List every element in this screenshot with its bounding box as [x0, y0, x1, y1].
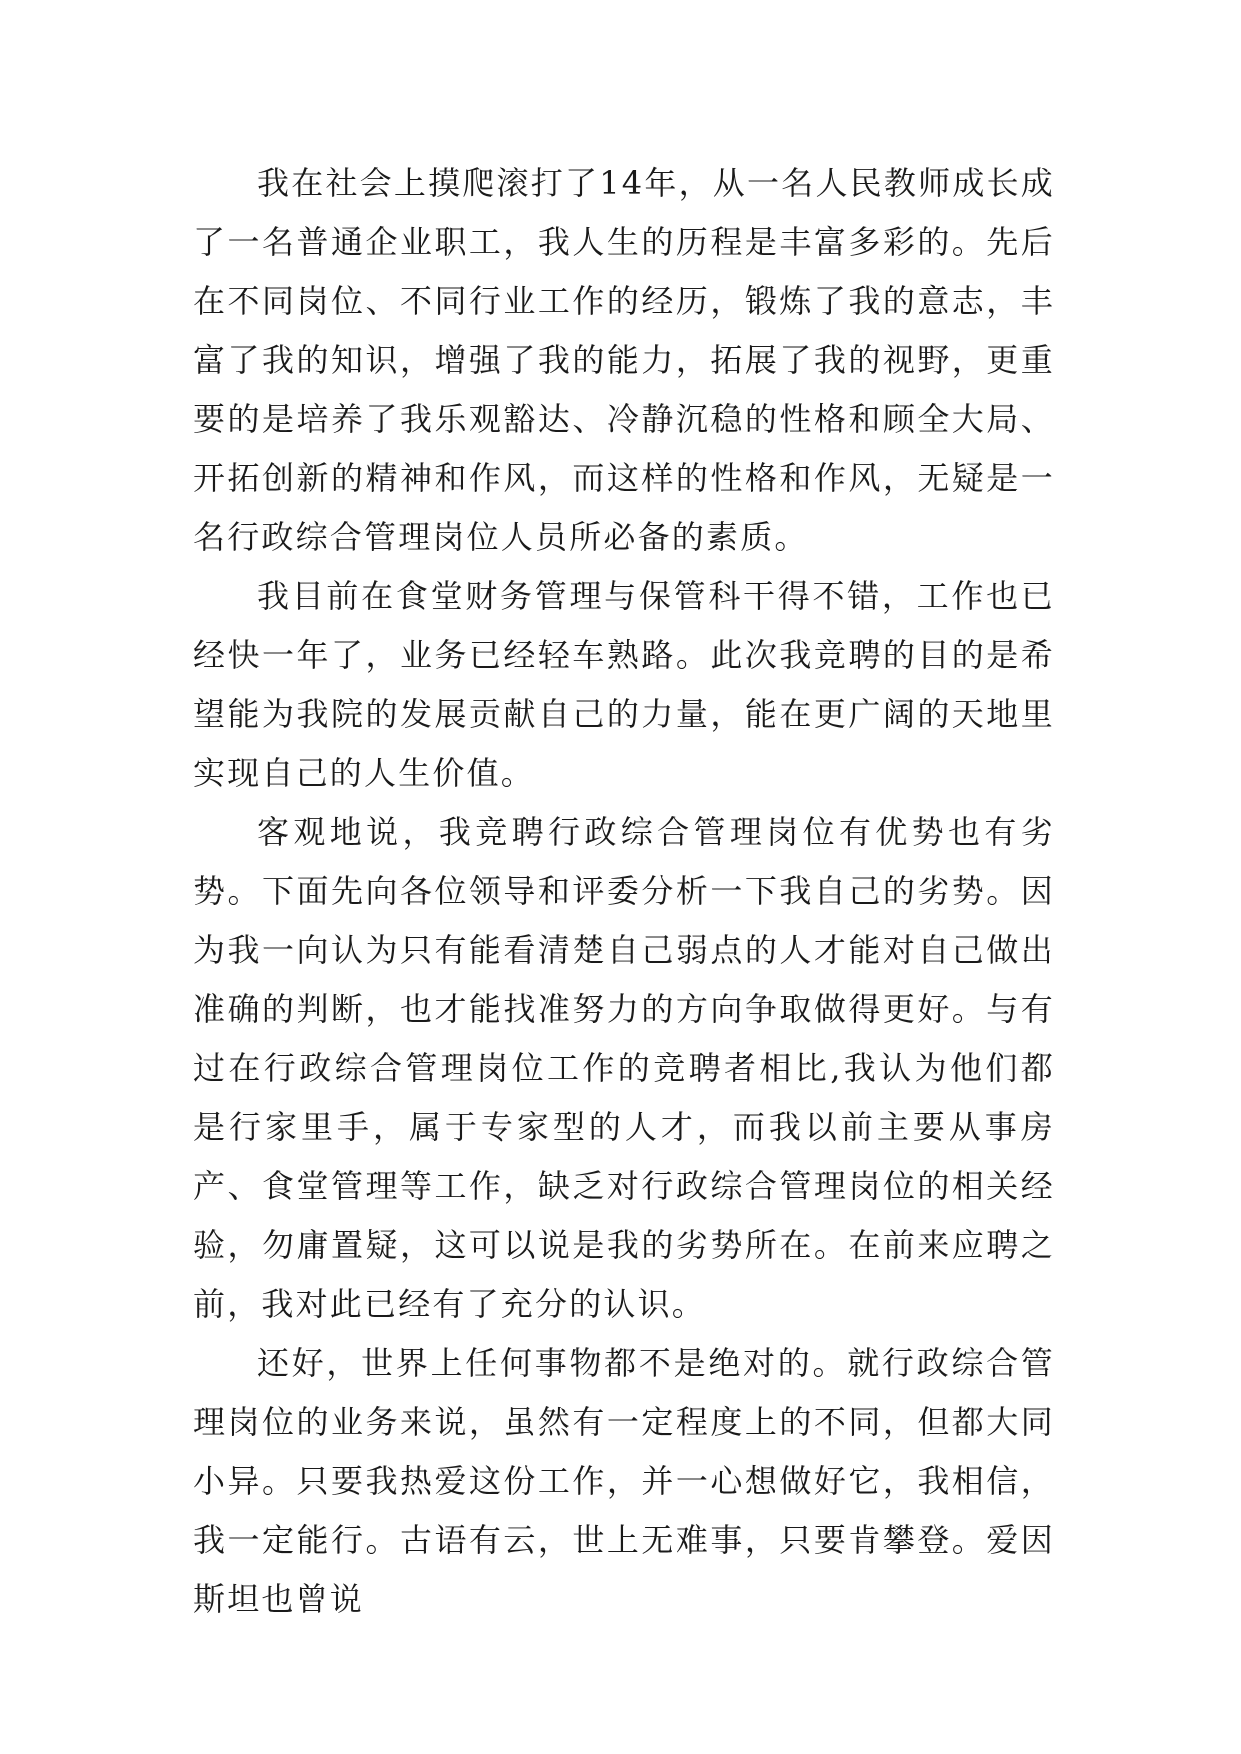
document-body: [193, 154, 1055, 1629]
paragraph-3: 客观地说，我竞聘行政综合管理岗位有优势也有劣势。下面先向各位领导和评委分析一下我自己的劣势。因为我一向认为只有能看清楚自己弱点的人才能对自己做出准确的判断，也才能找准努力的方向争取做得更好。与有过在行政综合管理岗位工作的竞聘者相比,我认为他们都是行家里手，属于专家型的人才，而我以前主要从事房产、食堂管理等工作，缺乏对行政综合管理岗位的相关经验，勿庸置疑，这可以说是我的劣势所在。在前来应聘之前，我对此已经有了充分的认识。: [193, 813, 1055, 1323]
paragraph-4: 还好，世界上任何事物都不是绝对的。就行政综合管理岗位的业务来说，虽然有一定程度上的不同，但都大同小异。只要我热爱这份工作，并一心想做好它，我相信，我一定能行。古语有云，世上无难事，只要肯攀登。爱因斯坦也曾说: [193, 1344, 1055, 1618]
paragraph-2: 我目前在食堂财务管理与保管科干得不错，工作也已经快一年了，业务已经轻车熟路。此次我竞聘的目的是希望能为我院的发展贡献自己的力量，能在更广阔的天地里实现自己的人生价值。: [193, 577, 1055, 792]
paragraph-1: 我在社会上摸爬滚打了14年，从一名人民教师成长成了一名普通企业职工，我人生的历程是丰富多彩的。先后在不同岗位、不同行业工作的经历，锻炼了我的意志，丰富了我的知识，增强了我的能力，拓展了我的视野，更重要的是培养了我乐观豁达、冷静沉稳的性格和顾全大局、开拓创新的精神和作风，而这样的性格和作风，无疑是一名行政综合管理岗位人员所必备的素质。: [193, 164, 1055, 556]
